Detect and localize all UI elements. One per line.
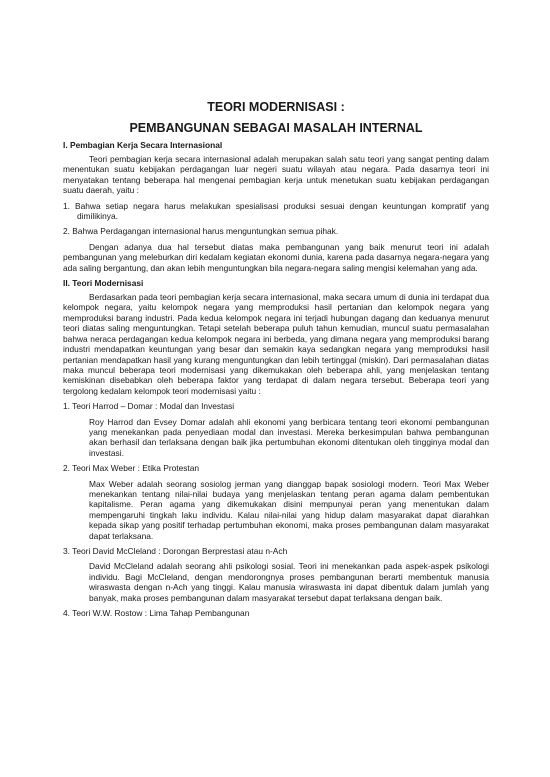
document-body bbox=[63, 100, 489, 623]
theory-title-3: 3. Teori David McCleland : Dorongan Berprestasi atau n-Ach bbox=[63, 546, 288, 556]
theory-title-4: 4. Teori W.W. Rostow : Lima Tahap Pembangunan bbox=[63, 608, 250, 619]
list-item-1: 1. Bahwa setiap negara harus melakukan spesialisasi produksi sesuai dengan keuntungan kompratif yang dimilikinya. bbox=[63, 200, 489, 222]
document-subtitle: PEMBANGUNAN SEBAGAI MASALAH INTERNAL bbox=[129, 121, 423, 135]
list-item-2: 2. Bahwa Perdagangan internasional harus menguntungkan semua pihak. bbox=[63, 226, 339, 237]
theory-body-2: Max Weber adalah seorang sosiolog jerman yang dianggap bapak sosiologi modern. Teori Max Weber menekankan tentang nilai-nilai budaya yang menjelaskan tentang peran agama dalam pembentukan kapitalisme. Peran agama yang dikemukakan disini mempunyai peran yang menentukan dalam mempengaruhi tingkah laku individu. Kalau nilai-nilai yang hidup dalam masyarakat dapat diarahkan kepada sikap yang positif terhadap pertumbuhan ekonomi, maka proses pembangunan dalam masyarakat dapat terlaksana. bbox=[89, 478, 489, 541]
document-title: TEORI MODERNISASI : bbox=[207, 100, 345, 114]
theory-body-1: Roy Harrod dan Evsey Domar adalah ahli ekonomi yang berbicara tentang teori ekonomi pembangunan yang menekankan pada penyediaan modal dan investasi. Mereka berkesimpulan bahwa pembangunan akan berhasil dan terlaksana dengan baik jika pertumbuhan ekonomi ditentukan oleh tingginya modal dan investasi. bbox=[89, 416, 489, 458]
theory-title-1: 1. Teori Harrod – Domar : Modal dan Investasi bbox=[63, 401, 235, 412]
theory-title-2: 2. Teori Max Weber : Etika Protestan bbox=[63, 463, 200, 474]
paragraph-intro-1: Teori pembagian kerja secara internasional adalah merupakan salah satu teori yang sangat penting dalam menentukan suatu kebijakan perdagangan luar negeri suatu wilayah atau negara. Pada dasarnya teori ini menyatakan tentang beberapa hal mengenai pembagian kerja untuk menetukan suatu kebijakan perdagangan suatu daerah, yaitu : bbox=[63, 154, 489, 196]
paragraph-closing-1: Dengan adanya dua hal tersebut diatas maka pembangunan yang baik menurut teori ini adalah pembangunan yang meleburkan diri kedalam kegiatan ekonomi dunia, karena pada dasarnya negara-negara yang ada saling bergantung, dan akan lebih menguntungkan bila negara-negara saling mengisi kelemahan yang ada. bbox=[63, 241, 489, 273]
section-heading-1: I. Pembagian Kerja Secara Internasional bbox=[63, 140, 223, 150]
paragraph-intro-2: Berdasarkan pada teori pembagian kerja secara internasional, maka secara umum di dunia ini terdapat dua kelompok negara, yaitu kelompok negara yang memproduksi hasil pertanian dan kelompok negara yang memproduksi barang industri. Pada kedua kelompok negara ini terjadi hubungan dagang dan keduanya menurut teori diatas saling menguntungkan. Tetapi setelah beberapa puluh tahun kemudian, muncul suatu permasalahan bahwa neraca perdagangan kedua kelompok negara ini berbeda, yang dimana negara yang memproduksi barang industri mendapatkan keuntungan yang besar dan semakin kaya sedangkan negara yang memproduksi hasil pertanian mendapatkan hasil yang kurang menguntungkan dan lebih tertinggal (miskin). Dari permasalahan diatas maka muncul beberapa teori modernisasi yang dikemukakan oleh beberapa ahli, yang menjelaskan tentang kemiskinan disebabkan oleh beberapa faktor yang terdapat di dalam negara tersebut. Beberapa teori yang tergolong kedalam kelompok teori modernisasi yaitu : bbox=[63, 292, 489, 396]
theory-body-3: David McCleland adalah seorang ahli psikologi sosial. Teori ini menekankan pada aspek-aspek psikologi individu. Bagi McCleland, dengan mendorongnya proses pembangunan berarti membentuk manusia wiraswasta dengan n-Ach yang tinggi. Kalau manusia wiraswasta ini dapat dibentuk dalam jumlah yang banyak, maka proses pembangunan dalam masyarakat tersebut dapat terlaksana dengan baik. bbox=[89, 561, 489, 603]
section-heading-2: II. Teori Modernisasi bbox=[63, 278, 144, 289]
